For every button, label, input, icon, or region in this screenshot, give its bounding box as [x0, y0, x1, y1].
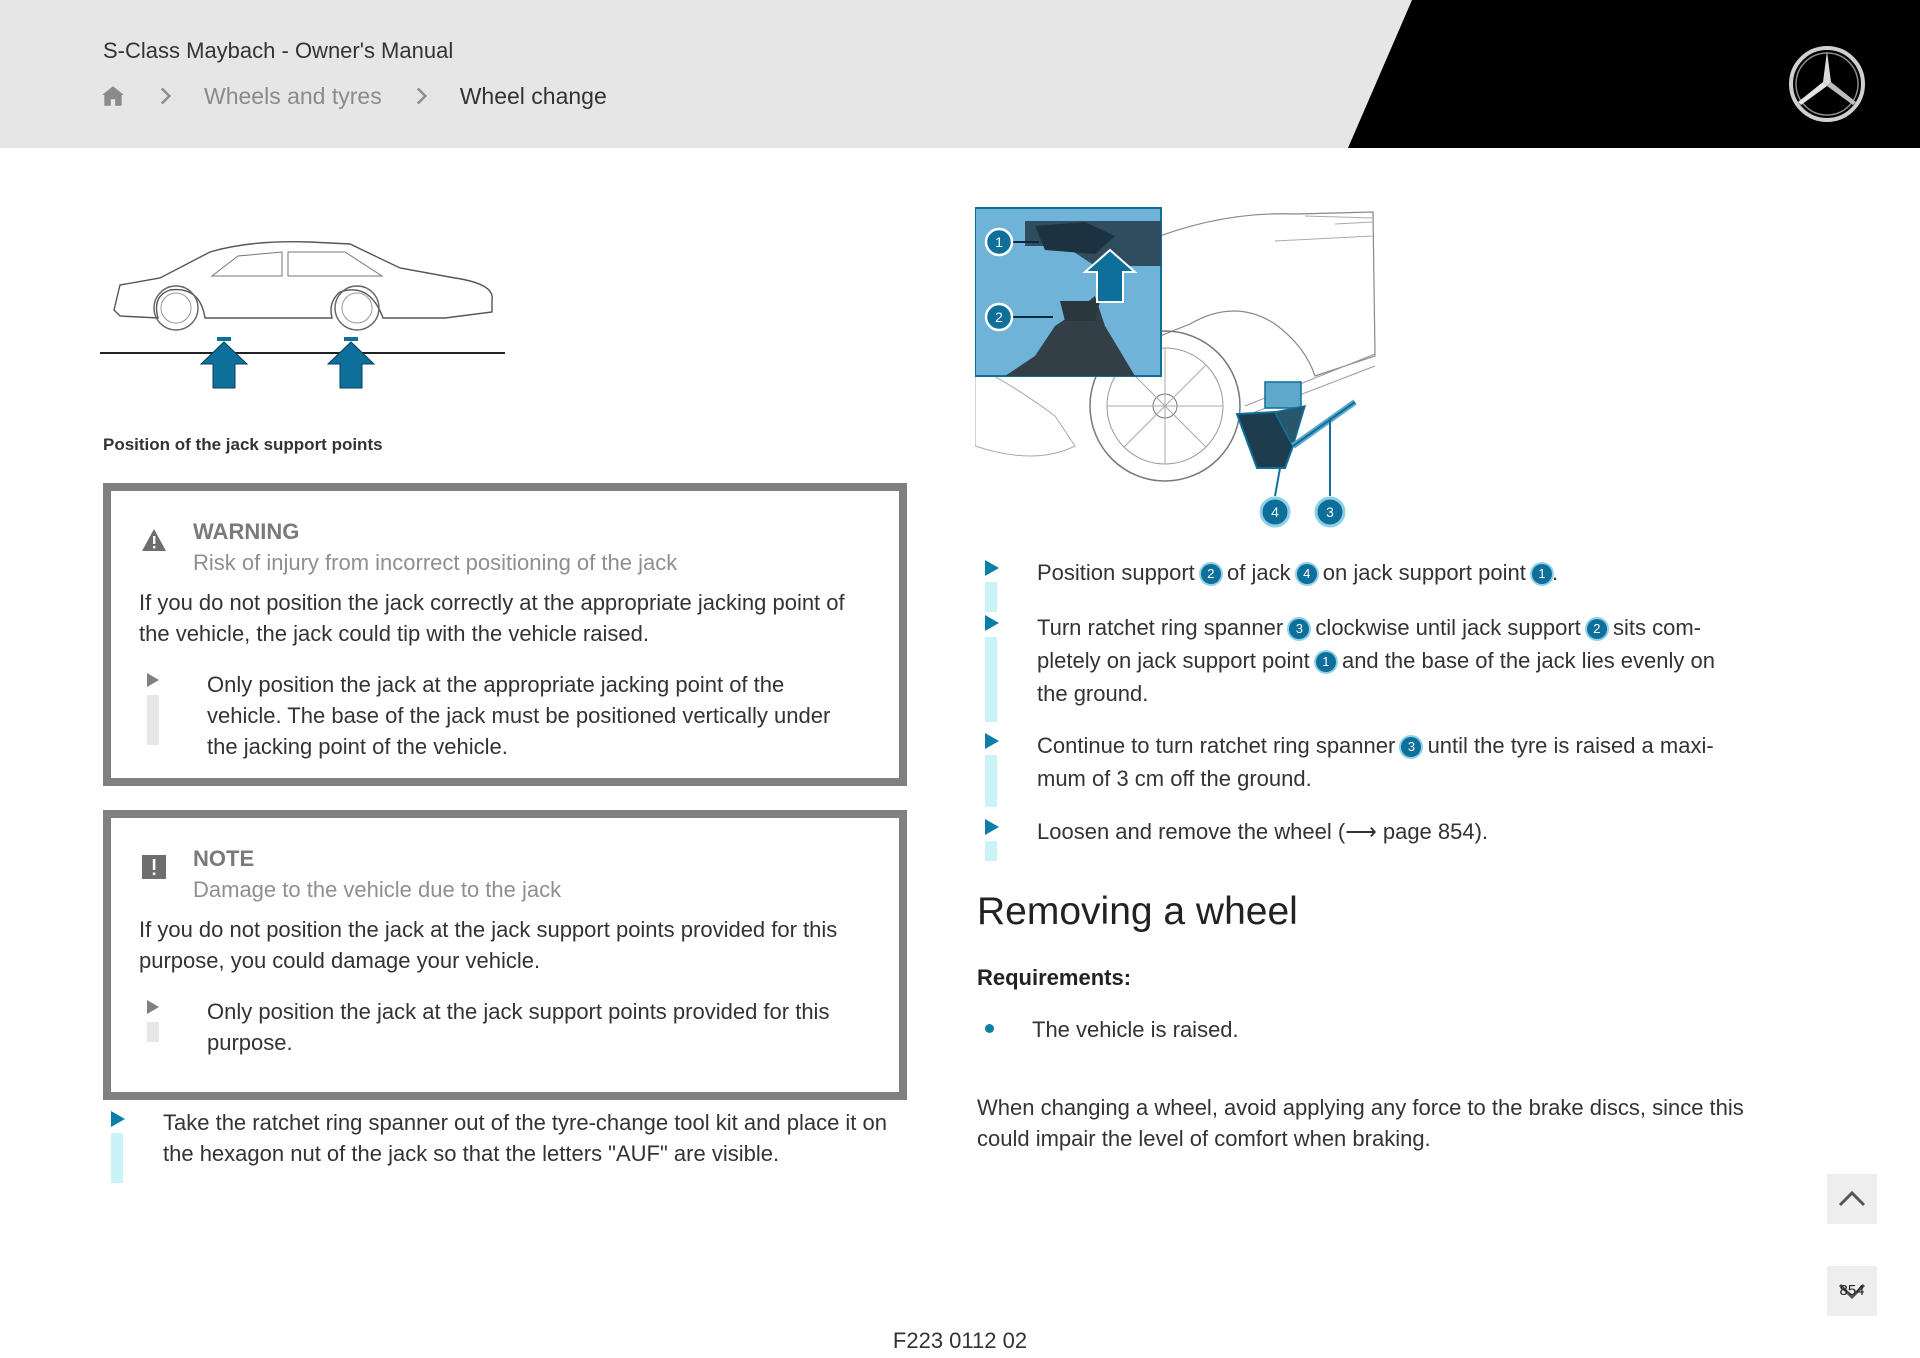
step-arrow-icon — [985, 615, 999, 631]
car-jack-points-figure — [100, 230, 510, 400]
warning-subtitle: Risk of injury from incorrect positioning of the jack — [193, 550, 678, 575]
callout-1 — [986, 229, 1012, 255]
warning-title: WARNING — [193, 519, 300, 544]
warning-triangle-icon — [141, 527, 167, 553]
step-arrow-icon — [147, 1000, 159, 1014]
note-step-text: Only position the jack at the jack support points provided for this purpose. — [207, 999, 830, 1055]
figure-caption: Position of the jack support points — [103, 435, 383, 454]
callout-4 — [1261, 498, 1289, 526]
breadcrumb — [100, 80, 607, 112]
chevron-up-icon — [1827, 1174, 1877, 1224]
callout-badge: 2 — [1201, 564, 1221, 584]
step-arrow-icon — [985, 560, 999, 576]
requirement-item: The vehicle is raised. — [985, 1017, 1239, 1043]
note-title: NOTE — [193, 846, 255, 871]
step-bar — [111, 1133, 123, 1183]
requirements-label: Requirements: — [977, 965, 1132, 990]
step-text: Take the ratchet ring spanner out of the tyre-change tool kit and place it on the hexagon nut of the jack so that the letters "AUF" are visible. — [163, 1110, 888, 1166]
chevron-right-icon — [408, 83, 434, 109]
svg-text:3: 3 — [1326, 504, 1334, 520]
step-arrow-icon — [147, 673, 159, 687]
page-number: 854 — [1839, 1282, 1865, 1299]
svg-text:1: 1 — [995, 234, 1003, 250]
callout-badge: 2 — [1587, 619, 1607, 639]
note-body: If you do not position the jack at the jack support points provided for this purpose, you could damage your vehicle. — [139, 917, 838, 973]
image-reference-code: F223 0112 02 — [892, 1328, 1028, 1353]
step-text: Continue to turn ratchet ring spanner 3 until the tyre is raised a maxi- mum of 3 cm off the ground. — [1037, 733, 1714, 791]
step-bar — [985, 755, 997, 807]
note-box — [103, 810, 907, 1100]
header-black-panel — [0, 0, 1920, 148]
exclamation-square-icon — [141, 854, 167, 880]
callout-2 — [986, 304, 1012, 330]
page-header — [0, 0, 1920, 148]
step-bar — [147, 695, 159, 745]
manual-title: S-Class Maybach - Owner's Manual — [103, 38, 454, 63]
warning-step-text: Only position the jack at the appropriate jacking point of the vehicle. The base of the jack must be positioned vertically under the jacking point of the vehicle. — [207, 672, 831, 759]
note-subtitle: Damage to the vehicle due to the jack — [193, 877, 562, 902]
warning-body: If you do not position the jack correctly at the appropriate jacking point of the vehicle, the jack could tip with the vehicle raised. — [139, 590, 845, 646]
breadcrumb-current-wheel-change: Wheel change — [459, 82, 607, 109]
svg-text:2: 2 — [995, 309, 1003, 325]
section-title: Removing a wheel — [977, 890, 1298, 933]
home-icon[interactable] — [100, 83, 126, 109]
callout-badge: 4 — [1297, 564, 1317, 584]
step-bar — [985, 637, 997, 722]
svg-text:4: 4 — [1271, 504, 1279, 520]
scroll-up-button[interactable] — [1827, 1174, 1877, 1224]
step-arrow-icon — [985, 733, 999, 749]
bullet-icon — [985, 1024, 994, 1033]
step-bar — [147, 1022, 159, 1042]
jack-positioning-figure — [975, 206, 1385, 530]
callout-badge: 1 — [1532, 564, 1552, 584]
step-arrow-icon — [985, 819, 999, 835]
brand-star-logo-icon[interactable] — [1787, 44, 1867, 124]
callout-badge: 3 — [1401, 737, 1421, 757]
step-bar — [985, 841, 997, 861]
step-text: Turn ratchet ring spanner 3 clockwise until jack support 2 sits com- pletely on jack support point 1 and the base of the jack lies evenly on the ground. — [1037, 615, 1715, 706]
breadcrumb-link-wheels-and-tyres[interactable]: Wheels and tyres — [204, 82, 382, 109]
callout-3 — [1316, 498, 1344, 526]
step-text[interactable]: Loosen and remove the wheel (⟶ page 854). — [1037, 819, 1489, 844]
chevron-right-icon — [152, 83, 178, 109]
step-text: Position support 2 of jack 4 on jack support point 1 . — [1037, 560, 1559, 585]
scroll-down-button[interactable] — [1827, 1266, 1877, 1316]
step-bar — [985, 582, 997, 612]
callout-badge: 1 — [1316, 652, 1336, 672]
warning-box — [103, 483, 907, 786]
callout-badge: 3 — [1289, 619, 1309, 639]
brake-disc-paragraph: When changing a wheel, avoid applying any force to the brake discs, since this could impair the level of comfort when braking. — [977, 1095, 1744, 1151]
step-arrow-icon — [111, 1111, 125, 1127]
